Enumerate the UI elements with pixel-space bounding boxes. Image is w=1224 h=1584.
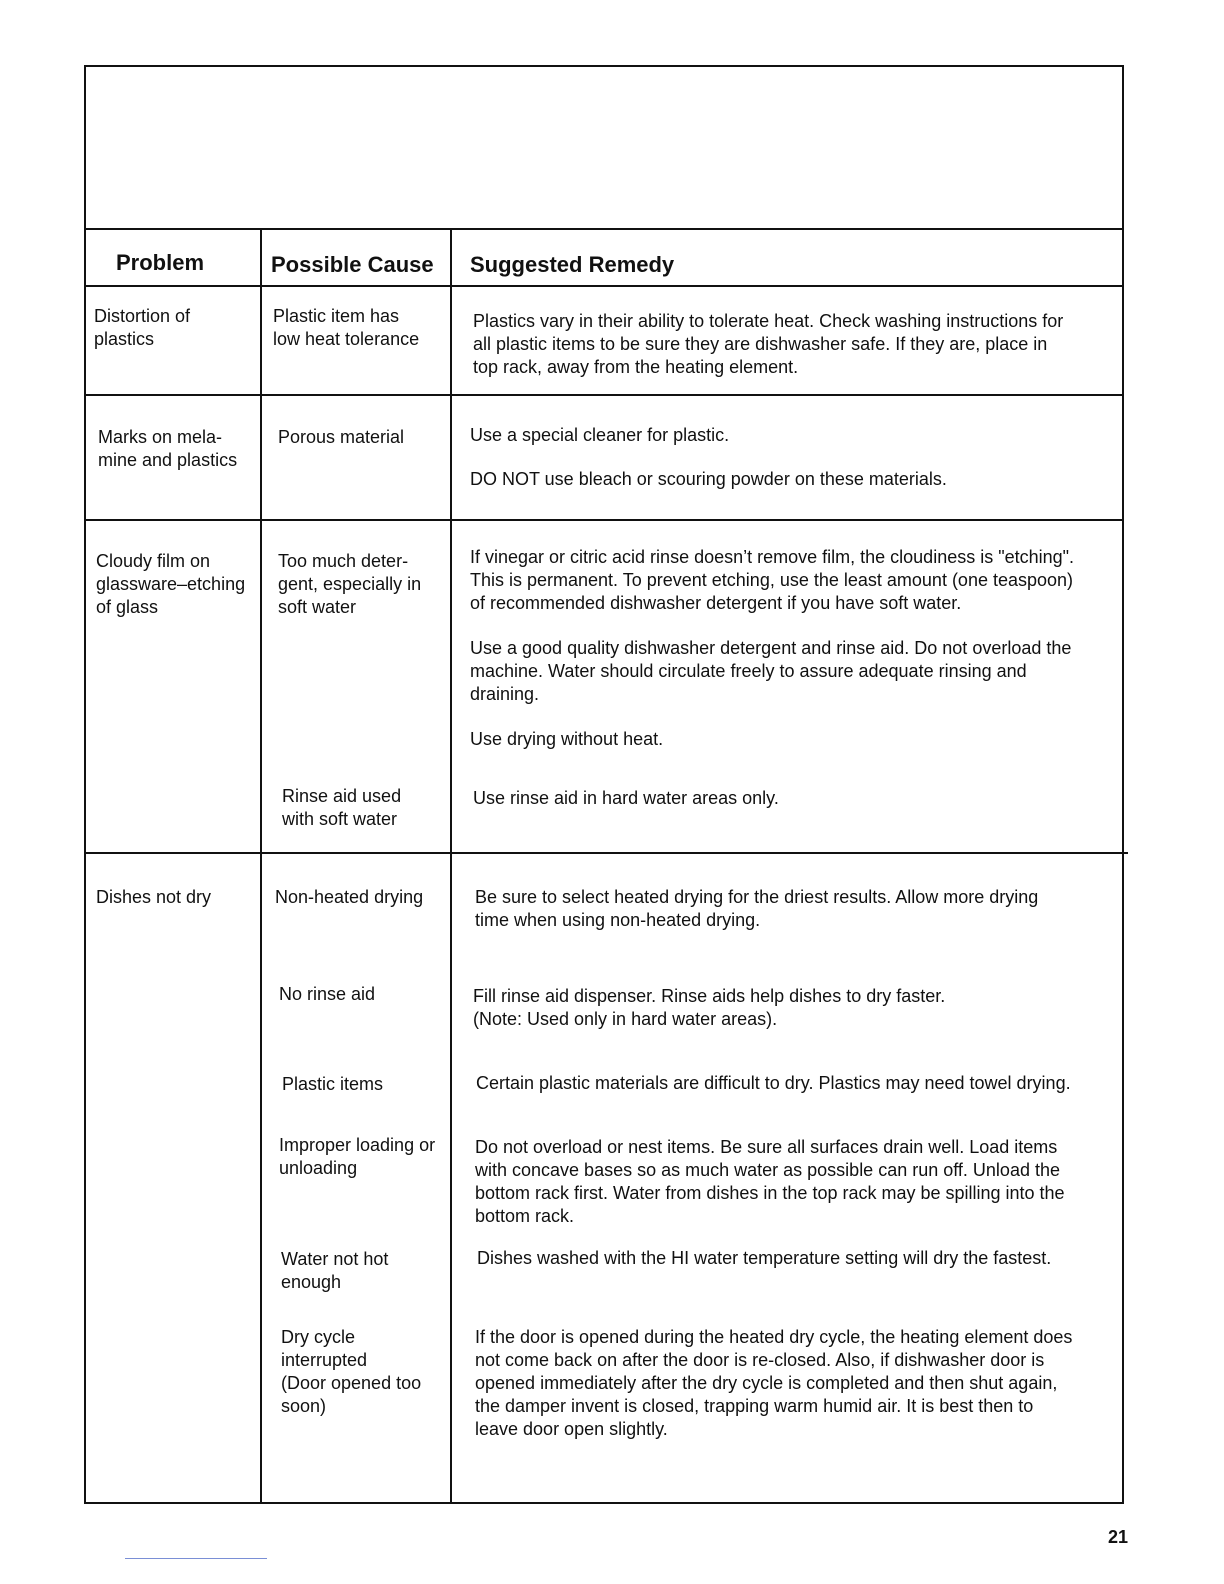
cause-cell: Water not hot enough (281, 1249, 389, 1292)
header-suggested-remedy: Suggested Remedy (470, 252, 675, 277)
header-bottom-rule (84, 285, 1124, 287)
troubleshooting-table-frame (84, 65, 1124, 1504)
problem-cell: Dishes not dry (96, 887, 212, 907)
page-number: 21 (1108, 1527, 1129, 1547)
remedy-cell: If vinegar or citric acid rinse doesn’t remove film, the cloudiness is "etching". This is permanent. To prevent etching, use the least amount (one teaspoon) of recommended dishwasher detergent if you have soft water. (470, 547, 1075, 613)
footer-rule (125, 1558, 267, 1559)
remedy-cell: Certain plastic materials are difficult to dry. Plastics may need towel drying. (476, 1073, 1071, 1093)
row-divider (84, 852, 1128, 854)
problem-cell: Distortion of plastics (94, 306, 191, 349)
remedy-cell: Use a good quality dishwasher detergent and rinse aid. Do not overload the machine. Water should circulate freely to assure adequate rinsing and draining. (470, 638, 1072, 704)
cause-cell: Dry cycle interrupted (Door opened too soon) (281, 1327, 422, 1416)
remedy-cell: DO NOT use bleach or scouring powder on these materials. (470, 469, 947, 489)
remedy-cell: If the door is opened during the heated dry cycle, the heating element does not come back on after the door is re-closed. Also, if dishwasher door is opened immediately after the dry cycle is completed and then shut again, the damper invent is closed, trapping warm humid air. It is best then to leave door open slightly. (475, 1327, 1073, 1439)
remedy-cell: Be sure to select heated drying for the driest results. Allow more drying time when using non-heated drying. (475, 887, 1039, 930)
remedy-cell: Dishes washed with the HI water temperature setting will dry the fastest. (477, 1248, 1052, 1268)
remedy-cell: Use rinse aid in hard water areas only. (473, 788, 779, 808)
cause-cell: Rinse aid used with soft water (282, 786, 402, 829)
cause-cell: No rinse aid (279, 984, 376, 1004)
remedy-cell: Do not overload or nest items. Be sure all surfaces drain well. Load items with concave bases so as much water as possible can run off. Unload the bottom rack first. Water from dishes in the top rack may be spilling into the bottom rack. (475, 1137, 1065, 1226)
problem-cell: Cloudy film on glassware–etching of glass (96, 551, 246, 617)
header-top-rule (84, 228, 1124, 230)
cause-cell: Too much deter- gent, especially in soft water (278, 551, 422, 617)
remedy-cell: Use drying without heat. (470, 729, 664, 749)
header-problem: Problem (116, 250, 205, 275)
column-divider (260, 229, 262, 1504)
column-divider (450, 229, 452, 1504)
cause-cell: Improper loading or unloading (279, 1135, 436, 1178)
remedy-cell: Use a special cleaner for plastic. (470, 425, 730, 445)
remedy-cell: Fill rinse aid dispenser. Rinse aids help dishes to dry faster. (Note: Used only in hard water areas). (473, 986, 946, 1029)
cause-cell: Non-heated drying (275, 887, 424, 907)
problem-cell: Marks on mela- mine and plastics (98, 427, 238, 470)
cause-cell: Plastic items (282, 1074, 384, 1094)
cause-cell: Porous material (278, 427, 405, 447)
row-divider (84, 519, 1124, 521)
remedy-cell: Plastics vary in their ability to tolerate heat. Check washing instructions for all plastic items to be sure they are dishwasher safe. If they are, place in top rack, away from the heating element. (473, 311, 1064, 377)
row-divider (84, 394, 1124, 396)
cause-cell: Plastic item has low heat tolerance (273, 306, 420, 349)
header-possible-cause: Possible Cause (271, 252, 434, 277)
